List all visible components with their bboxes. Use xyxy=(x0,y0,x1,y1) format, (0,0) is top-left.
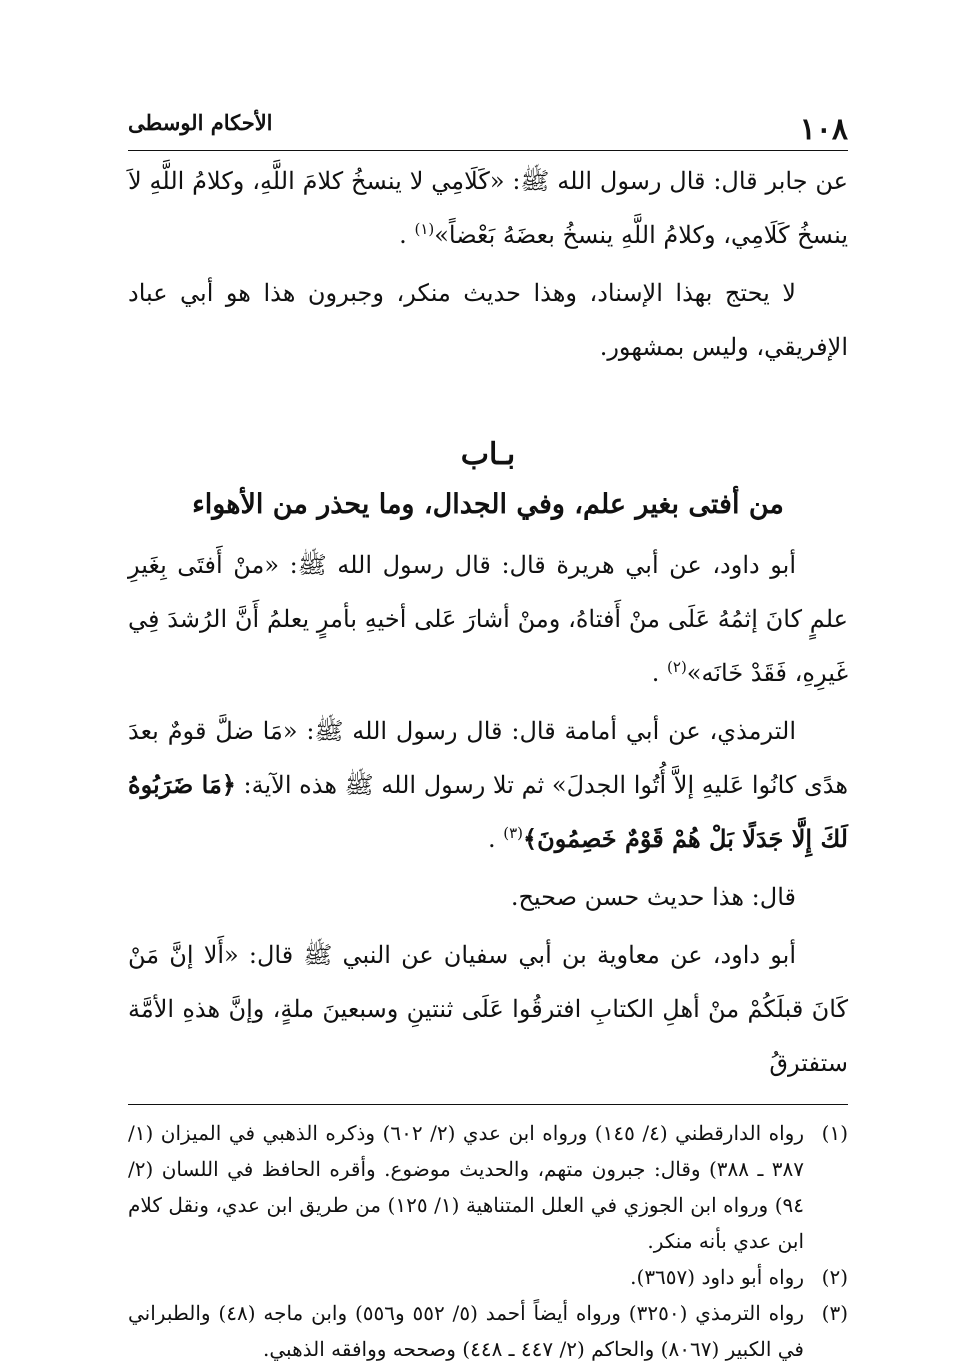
chapter-title: من أفتى بغير علم، وفي الجدال، وما يحذر من الأهواء xyxy=(192,489,784,520)
footnote-text: رواه الترمذي (٣٢٥٠) ورواه أيضاً أحمد (٥/ ٥٥٢ و٥٥٦) وابن ماجه (٤٨) والطبراني في الكبير (٨٠٦٧) والحاكم (٢/ ٤٤٧ ـ ٤٤٨) وصححه ووافقه الذهبي. xyxy=(128,1301,804,1361)
main-text xyxy=(128,154,848,1090)
chapter-label: بـاب xyxy=(460,437,516,472)
page-number: ١٠٨ xyxy=(799,112,848,147)
paragraph-jabir-hadith xyxy=(128,154,848,262)
footnote-text: رواه أبو داود (٣٦٥٧). xyxy=(630,1265,804,1289)
running-head xyxy=(128,100,848,146)
paragraph-text: لا يحتج بهذا الإسناد، وهذا حديث منكر، وجبرون هذا هو أبي عباد الإفريقي، وليس بمشهور. xyxy=(128,279,848,361)
paragraph-text: أبو داود، عن معاوية بن أبي سفيان عن النبي ﷺ قال: «أَلا إنَّ مَنْ كَانَ قبلَكُمْ منْ أهلِ الكتابِ افترقُوا عَلَى ثنتينِ وسبعينَ ملةٍ، وإنَّ هذهِ الأمَّة ستفترقُ xyxy=(128,941,848,1077)
paragraph-tirmidhi-grading xyxy=(128,870,848,924)
paragraph-text: أبو داود، عن أبي هريرة قال: قال رسول الله ﷺ: «منْ أَفتَى بِغَيرِ علمٍ كانَ إثمُهُ عَلَى منْ أَفتاهُ، ومنْ أشارَ عَلى أخيهِ بأمرٍ يعلمُ أَنَّ الرُشدَ فِي غَيرِهِ، فَقَدْ خَانَه» xyxy=(128,551,848,687)
quran-verse: ﴿مَا ضَرَبُوهُ لَكَ إِلَّا جَدَلًا بَلْ هُمْ قَوْمٌ خَصِمُونَ﴾ xyxy=(128,770,848,853)
footnote-rule xyxy=(128,1104,848,1105)
paragraph-text: الترمذي، عن أبي أمامة قال: قال رسول الله ﷺ: «مَا ضلَّ قومٌ بعدَ هدًى كانُوا عَليهِ إلاَّ أُتُوا الجدلَ» ثم تلا رسول الله ﷺ هذه الآية: xyxy=(128,717,848,799)
chapter-heading xyxy=(128,430,848,530)
footnote-1 xyxy=(128,1115,848,1259)
footnotes xyxy=(128,1115,848,1367)
footnote-3 xyxy=(128,1295,848,1367)
paragraph-abu-hurayra-hadith xyxy=(128,538,848,700)
paragraph-end: . xyxy=(487,825,496,853)
paragraph-muawiya-hadith xyxy=(128,928,848,1090)
paragraph-end: . xyxy=(651,659,660,687)
paragraph-abu-umama-hadith xyxy=(128,704,848,866)
running-title: الأحكام الوسطى xyxy=(128,110,273,135)
paragraph-isnad-comment xyxy=(128,266,848,374)
paragraph-text: قال: هذا حديث حسن صحيح. xyxy=(510,883,796,911)
footnote-number: (٢) xyxy=(821,1265,848,1289)
paragraph-end: . xyxy=(399,221,407,249)
footnote-text: رواه الدارقطني (٤/ ١٤٥) ورواه ابن عدي (٢/ ٦٠٢) وذكره الذهبي في الميزان (١/ ٣٨٧ ـ ٣٨٨) وقال: جبرون متهم، والحديث موضوع. وأقره الحافظ في اللسان (٢/ ٩٤) ورواه ابن الجوزي في العلل المتناهية (١/ ١٢٥) من طريق ابن عدي، ونقل كلام ابن عدي بأنه منكر. xyxy=(128,1121,804,1253)
footnote-number: (٣) xyxy=(821,1301,848,1325)
paragraph-text: عن جابر قال: قال رسول الله ﷺ: «كَلَامِي لا ينسخُ كلامَ اللَّهِ، وكلامُ اللَّهِ لاَ ينسخُ كَلَامِي، وكلامُ اللَّهِ ينسخُ بعضَهُ بَعْضاً» xyxy=(128,167,848,249)
book-page xyxy=(128,100,848,1367)
footnote-ref: (١) xyxy=(414,220,435,238)
footnote-ref: (٣) xyxy=(503,824,524,842)
footnote-2 xyxy=(128,1259,848,1295)
header-rule xyxy=(128,150,848,151)
footnote-number: (١) xyxy=(821,1121,848,1145)
footnote-ref: (٢) xyxy=(667,658,687,676)
